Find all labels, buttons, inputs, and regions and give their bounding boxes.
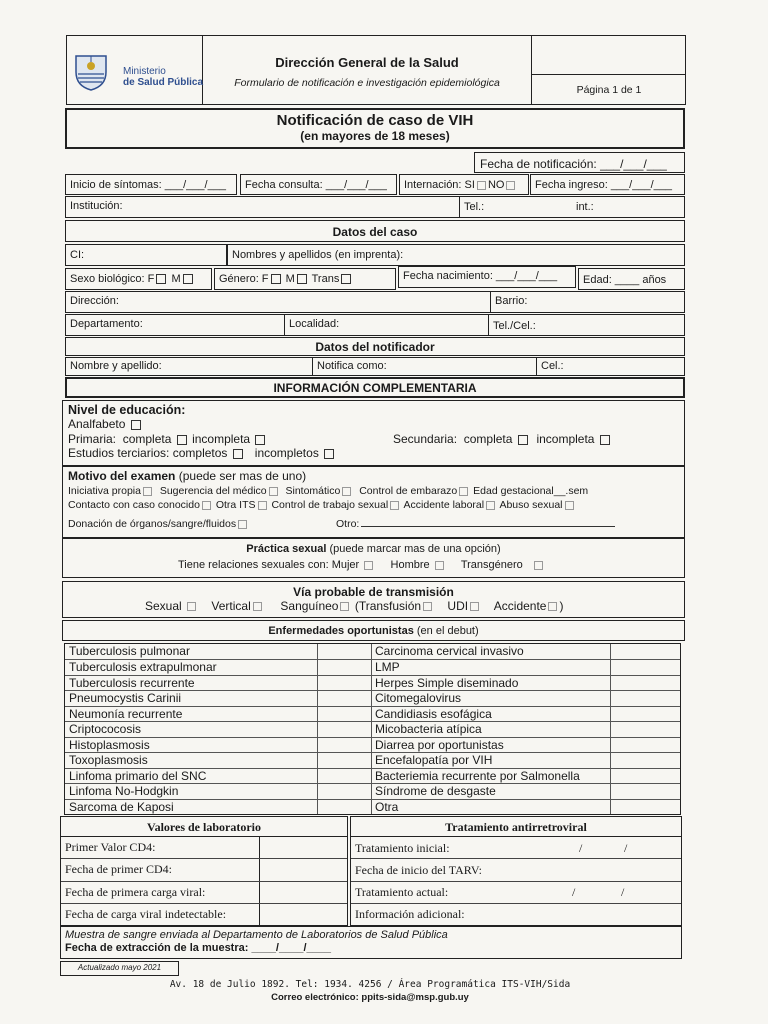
sexo-field[interactable] — [65, 268, 212, 290]
enfermedad-left-label: Sarcoma de Kaposi — [69, 799, 174, 814]
via-heading: Vía probable de transmisión — [293, 585, 454, 599]
footer-address: Av. 18 de Julio 1892. Tel: 1934. 4256 / Área Programática ITS-VIH/Sida — [169, 979, 571, 990]
laboratorio-table — [60, 816, 348, 926]
enfermedad-right-mark[interactable] — [610, 769, 680, 784]
enfermedad-right-label: Otra — [375, 799, 399, 814]
practica-box — [62, 538, 685, 578]
enfermedad-left-label: Neumonía recurrente — [69, 706, 183, 721]
direccion-label[interactable]: Dirección: — [70, 295, 119, 307]
lab-primer-cd4[interactable]: Primer Valor CD4: — [65, 840, 156, 854]
page-number: Página 1 de 1 — [576, 84, 642, 96]
notification-date-field[interactable]: Fecha de notificación: ___/___/___ — [474, 152, 685, 173]
inicio-sintomas-field[interactable]: Inicio de síntomas: ___/___/___ — [65, 174, 237, 195]
enfermedad-left-label: Histoplasmosis — [69, 737, 150, 752]
sexo-m-label: M — [171, 273, 181, 285]
terciarios-completos-checkbox[interactable] — [233, 449, 243, 459]
notificador-cel-label[interactable]: Cel.: — [541, 360, 564, 372]
sexo-label: Sexo biológico: F — [70, 273, 155, 285]
enfermedad-left-label: Criptococosis — [69, 722, 142, 737]
genero-field[interactable] — [214, 268, 396, 290]
via-sanguineo-checkbox[interactable] — [340, 602, 349, 611]
internacion-si-checkbox[interactable] — [477, 181, 486, 190]
lab-fecha-carga-viral[interactable]: Fecha de primera carga viral: — [65, 885, 206, 899]
logo-line1: Ministerio — [123, 66, 166, 77]
enfermedad-row — [65, 721, 680, 737]
form-title-box — [65, 108, 685, 149]
analfabeto-option[interactable]: Analfabeto — [68, 417, 143, 431]
enfermedad-row — [65, 799, 680, 815]
via-accidente-checkbox[interactable] — [548, 602, 557, 611]
notificador-row — [65, 357, 685, 376]
sexo-f-checkbox[interactable] — [156, 274, 166, 284]
laboratorio-heading: Valores de laboratorio — [147, 820, 261, 834]
datos-caso-heading: Datos del caso — [65, 220, 685, 242]
internacion-no-checkbox[interactable] — [506, 181, 515, 190]
lab-carga-indetectable[interactable]: Fecha de carga viral indetectable: — [65, 907, 227, 921]
practica-options: Tiene relaciones sexuales con: Mujer Hombre Transgénero — [178, 559, 545, 571]
direccion-row — [65, 291, 685, 313]
muestra-box — [60, 926, 682, 959]
genero-trans-checkbox[interactable] — [341, 274, 351, 284]
enfermedad-right-mark[interactable] — [610, 738, 680, 753]
otro-field[interactable]: Otro: — [336, 518, 615, 530]
form-title: Notificación de caso de VIH — [276, 112, 474, 129]
institucion-row — [65, 196, 685, 218]
edad-field[interactable]: Edad: ____ años — [578, 268, 685, 290]
notifica-como-label[interactable]: Notifica como: — [317, 360, 387, 372]
primaria-completa-checkbox[interactable] — [177, 435, 187, 445]
enfermedad-right-label: Herpes Simple diseminado — [375, 675, 519, 690]
telcel-label[interactable]: Tel./Cel.: — [493, 320, 536, 332]
enfermedad-row — [65, 659, 680, 675]
enfermedad-left-mark[interactable] — [317, 707, 371, 722]
enfermedad-right-mark[interactable] — [610, 691, 680, 706]
page-box — [531, 36, 685, 104]
tarv-actual[interactable]: Tratamiento actual: — [355, 885, 449, 899]
enfermedad-row — [65, 768, 680, 784]
enfermedades-table — [64, 643, 681, 815]
updated-box — [60, 961, 179, 976]
enfermedad-left-label: Tuberculosis pulmonar — [69, 644, 190, 658]
form-subtitle: (en mayores de 18 meses) — [300, 129, 450, 143]
muestra-line1: Muestra de sangre enviada al Departamento de Laboratorios de Salud Pública — [65, 929, 448, 941]
enfermedad-left-mark[interactable] — [317, 753, 371, 768]
enfermedad-left-mark[interactable] — [317, 676, 371, 691]
enfermedad-left-mark[interactable] — [317, 660, 371, 675]
enfermedad-row — [65, 690, 680, 706]
enfermedad-left-mark[interactable] — [317, 769, 371, 784]
sintomatico-checkbox[interactable] — [342, 487, 351, 496]
genero-label: Género: F — [219, 273, 269, 285]
tarv-actual-slash2: / — [621, 885, 625, 899]
motivo-box — [62, 466, 685, 538]
tarv-inicial-slash2: / — [624, 841, 628, 855]
institucion-label[interactable]: Institución: — [70, 200, 123, 212]
primaria-incompleta-checkbox[interactable] — [255, 435, 265, 445]
terciarios-option[interactable]: Estudios terciarios: completos incompletos — [68, 446, 336, 460]
donacion-checkbox[interactable] — [238, 520, 247, 529]
tarv-inicial[interactable]: Tratamiento inicial: — [355, 841, 450, 855]
abuso-sexual-checkbox[interactable] — [565, 501, 574, 510]
enfermedad-left-mark[interactable] — [317, 691, 371, 706]
tarv-actual-slash1: / — [572, 885, 576, 899]
tarv-inicial-slash1: / — [579, 841, 583, 855]
tarv-heading: Tratamiento antirretroviral — [445, 820, 587, 834]
enfermedad-row — [65, 675, 680, 691]
secundaria-incompleta-checkbox[interactable] — [600, 435, 610, 445]
secundaria-completa-checkbox[interactable] — [518, 435, 528, 445]
fecha-consulta-field[interactable]: Fecha consulta: ___/___/___ — [240, 174, 397, 195]
genero-trans-label: Trans — [311, 273, 340, 285]
fecha-nacimiento-field[interactable]: Fecha nacimiento: ___/___/___ — [398, 266, 576, 288]
updated-text: Actualizado mayo 2021 — [77, 963, 162, 972]
enfermedad-right-mark[interactable] — [610, 644, 680, 659]
internacion-no-label: NO — [487, 179, 505, 191]
enfermedad-right-mark[interactable] — [610, 753, 680, 768]
header-box — [66, 35, 686, 105]
via-sexual-checkbox[interactable] — [187, 602, 196, 611]
departamento-row — [65, 314, 685, 336]
enfermedad-right-label: Bacteriemia recurrente por Salmonella — [375, 768, 580, 783]
enfermedad-left-label: Linfoma No-Hodgkin — [69, 784, 179, 799]
notificador-nombre-label[interactable]: Nombre y apellido: — [70, 360, 162, 372]
enfermedad-right-mark[interactable] — [610, 707, 680, 722]
internacion-field[interactable] — [399, 174, 529, 195]
enfermedad-right-label: Carcinoma cervical invasivo — [375, 644, 524, 658]
enfermedad-right-label: Encefalopatía por VIH — [375, 753, 493, 768]
tel-label[interactable]: Tel.: — [464, 201, 485, 213]
iniciativa-checkbox[interactable] — [143, 487, 152, 496]
enfermedad-right-mark[interactable] — [610, 784, 680, 799]
departamento-label[interactable]: Departamento: — [70, 318, 143, 330]
internacion-label: Internación: SI — [404, 179, 475, 191]
mujer-checkbox[interactable] — [364, 561, 373, 570]
enfermedad-left-label: Pneumocystis Carinii — [69, 691, 182, 706]
donacion-option[interactable]: Donación de órganos/sangre/fluidos — [68, 518, 249, 530]
nombres-field[interactable]: Nombres y apellidos (en imprenta): — [227, 244, 685, 266]
via-box — [62, 581, 685, 618]
primaria-option[interactable]: Primaria: completa incompleta — [68, 432, 267, 446]
transgenero-checkbox[interactable] — [534, 561, 543, 570]
enfermedad-right-label: Diarrea por oportunistas — [375, 737, 504, 752]
via-udi-checkbox[interactable] — [470, 602, 479, 611]
enfermedad-right-label: Citomegalovirus — [375, 691, 462, 706]
enfermedad-row — [65, 783, 680, 799]
embarazo-checkbox[interactable] — [459, 487, 468, 496]
enfermedad-row — [65, 644, 680, 659]
fecha-ingreso-field[interactable]: Fecha ingreso: ___/___/___ — [530, 174, 685, 195]
enfermedad-right-label: Micobacteria atípica — [375, 722, 482, 737]
shield-logo-icon — [72, 52, 110, 92]
accidente-laboral-checkbox[interactable] — [486, 501, 495, 510]
motivo-row1: Iniciativa propia Sugerencia del médico Sintomático Control de embarazo Edad gestacional__.sem — [68, 485, 589, 497]
enfermedad-row — [65, 706, 680, 722]
tarv-fecha-inicio[interactable]: Fecha de inicio del TARV: — [355, 863, 482, 877]
enfermedad-right-label: LMP — [375, 660, 400, 675]
info-complementaria-heading: INFORMACIÓN COMPLEMENTARIA — [65, 377, 685, 398]
enfermedad-row — [65, 737, 680, 753]
int-label[interactable]: int.: — [576, 201, 594, 213]
enfermedad-row — [65, 752, 680, 768]
educacion-box — [62, 400, 685, 466]
muestra-fecha[interactable]: Fecha de extracción de la muestra: ____/____/____ — [65, 942, 331, 954]
ci-field[interactable]: CI: — [65, 244, 227, 266]
enfermedad-left-mark[interactable] — [317, 784, 371, 799]
logo-cell — [67, 36, 203, 104]
terciarios-incompletos-checkbox[interactable] — [324, 449, 334, 459]
tarv-info-adicional[interactable]: Información adicional: — [355, 907, 465, 921]
footer-email: Correo electrónico: ppits-sida@msp.gub.uy — [271, 992, 469, 1003]
logo-line2: de Salud Pública — [123, 77, 204, 88]
tarv-table — [350, 816, 682, 926]
genero-m-checkbox[interactable] — [297, 274, 307, 284]
header-title: Dirección General de la Salud — [275, 55, 459, 70]
localidad-label[interactable]: Localidad: — [289, 318, 340, 330]
enfermedad-left-label: Tuberculosis recurrente — [69, 675, 195, 690]
enfermedad-left-mark[interactable] — [317, 800, 371, 815]
sugerencia-checkbox[interactable] — [269, 487, 278, 496]
enfermedad-left-label: Tuberculosis extrapulmonar — [69, 660, 217, 675]
practica-heading: Práctica sexual (puede marcar mas de una opción) — [246, 543, 501, 555]
enfermedad-left-label: Linfoma primario del SNC — [69, 768, 207, 783]
motivo-heading: Motivo del examen (puede ser mas de uno) — [68, 469, 307, 483]
notificador-heading: Datos del notificador — [65, 337, 685, 356]
header-subtitle: Formulario de notificación e investigación epidemiológica — [234, 77, 500, 89]
enfermedad-right-mark[interactable] — [610, 676, 680, 691]
enfermedades-heading: Enfermedades oportunistas (en el debut) — [62, 620, 685, 641]
enfermedad-left-label: Toxoplasmosis — [69, 753, 148, 768]
enfermedad-right-label: Síndrome de desgaste — [375, 784, 496, 799]
enfermedad-left-mark[interactable] — [317, 722, 371, 737]
otra-its-checkbox[interactable] — [258, 501, 267, 510]
via-transfusion-checkbox[interactable] — [423, 602, 432, 611]
enfermedad-right-mark[interactable] — [610, 800, 680, 815]
via-vertical-checkbox[interactable] — [253, 602, 262, 611]
contacto-checkbox[interactable] — [202, 501, 211, 510]
educacion-heading: Nivel de educación: — [68, 403, 186, 417]
genero-m-label: M — [285, 273, 295, 285]
enfermedad-right-mark[interactable] — [610, 722, 680, 737]
enfermedad-left-mark[interactable] — [317, 644, 371, 659]
enfermedad-left-mark[interactable] — [317, 738, 371, 753]
trabajo-sexual-checkbox[interactable] — [390, 501, 399, 510]
via-options: Sexual Vertical Sanguíneo (Transfusión UDI Accidente ) — [145, 599, 564, 613]
motivo-row2: Contacto con caso conocido Otra ITS Control de trabajo sexual Accidente laboral Abuso sexual — [68, 499, 576, 511]
enfermedad-right-mark[interactable] — [610, 660, 680, 675]
lab-fecha-cd4[interactable]: Fecha de primer CD4: — [65, 862, 172, 876]
sexo-m-checkbox[interactable] — [183, 274, 193, 284]
barrio-label[interactable]: Barrio: — [495, 295, 528, 307]
hombre-checkbox[interactable] — [435, 561, 444, 570]
genero-f-checkbox[interactable] — [271, 274, 281, 284]
analfabeto-checkbox[interactable] — [131, 420, 141, 430]
enfermedad-right-label: Candidiasis esofágica — [375, 706, 492, 721]
secundaria-option[interactable]: Secundaria: completa incompleta — [393, 432, 612, 446]
